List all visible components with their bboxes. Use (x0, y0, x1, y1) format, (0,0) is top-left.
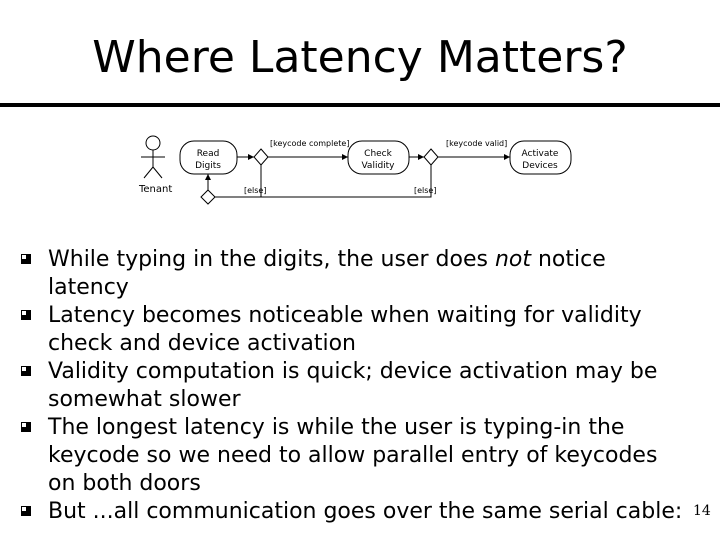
bullet-text: While typing in the digits, the user does (48, 247, 495, 272)
bullet-item (20, 498, 690, 526)
slide-title: Where Latency Matters? (92, 32, 628, 83)
decision-diamond-1 (254, 149, 268, 165)
activity-activate-devices-label-1: Activate (521, 149, 559, 159)
activity-activate-devices-label-2: Devices (522, 161, 558, 171)
actor-icon (141, 136, 165, 178)
guard-else-2: [else] (414, 186, 437, 195)
activity-read-digits-label-2: Digits (195, 161, 221, 171)
bullet-text: But ...all communication goes over the same serial cable: (48, 499, 683, 524)
bullet-text: Latency becomes noticeable when waiting for validity check and device activation (48, 303, 642, 356)
square-bullet-icon (20, 365, 32, 377)
guard-keycode-valid: [keycode valid] (446, 139, 508, 148)
bullet-item (20, 246, 690, 302)
bullet-text: The longest latency is while the user is typing-in the keycode so we need to allow parallel entry of keycodes on both doors (48, 415, 658, 496)
guard-keycode-complete: [keycode complete] (270, 139, 350, 148)
bullet-emphasis: not (494, 247, 531, 272)
bullet-item (20, 414, 690, 498)
merge-diamond (201, 190, 215, 204)
page-number: 14 (693, 503, 711, 519)
activity-diagram (0, 0, 720, 230)
bullet-item (20, 302, 690, 358)
square-bullet-icon (20, 505, 32, 517)
square-bullet-icon (20, 253, 32, 265)
square-bullet-icon (20, 309, 32, 321)
bullet-list (20, 246, 690, 526)
activity-check-validity-label-1: Check (364, 149, 392, 159)
actor-label: Tenant (139, 184, 173, 195)
square-bullet-icon (20, 421, 32, 433)
bullet-item (20, 358, 690, 414)
bullet-text-tail: notice latency (48, 247, 606, 300)
decision-diamond-2 (424, 149, 438, 165)
activity-check-validity-label-2: Validity (361, 161, 395, 171)
guard-else-1: [else] (244, 186, 267, 195)
bullet-text: Validity computation is quick; device activation may be somewhat slower (48, 359, 658, 412)
activity-read-digits-label-1: Read (196, 149, 220, 159)
